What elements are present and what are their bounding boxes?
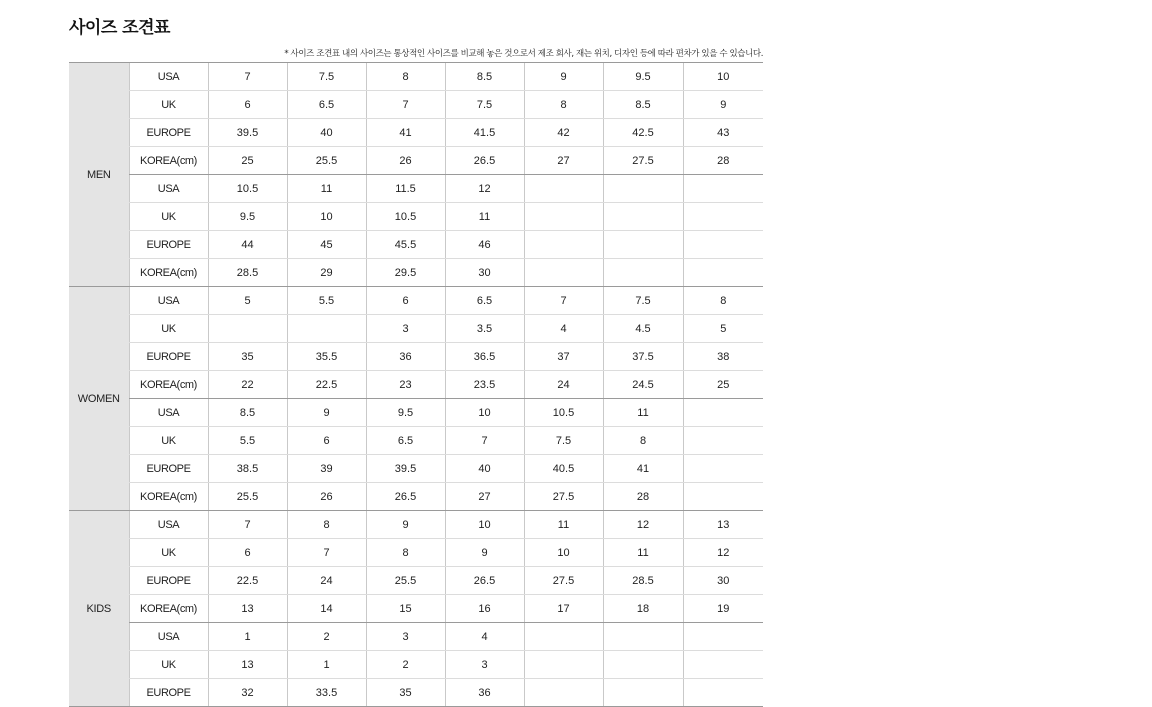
table-row	[69, 651, 763, 679]
size-value-cell: 41.5	[445, 119, 524, 147]
size-value-cell: 26.5	[445, 147, 524, 175]
size-value-cell: 40.5	[524, 455, 603, 483]
size-value-cell: 6	[287, 427, 366, 455]
size-value-cell: 4.5	[603, 315, 683, 343]
size-value-cell: 2	[366, 651, 445, 679]
size-value-cell	[603, 175, 683, 203]
size-value-cell	[524, 623, 603, 651]
size-system-label: USA	[129, 399, 208, 427]
size-value-cell: 27	[524, 147, 603, 175]
size-value-cell: 6	[208, 91, 287, 119]
size-value-cell: 11	[603, 399, 683, 427]
table-row	[69, 343, 763, 371]
size-value-cell: 28.5	[208, 259, 287, 287]
size-value-cell: 23.5	[445, 371, 524, 399]
size-value-cell	[683, 651, 763, 679]
size-value-cell: 7.5	[524, 427, 603, 455]
size-value-cell: 29	[287, 259, 366, 287]
size-value-cell: 1	[208, 623, 287, 651]
size-system-label: USA	[129, 511, 208, 539]
table-row	[69, 119, 763, 147]
size-value-cell: 44	[208, 231, 287, 259]
size-value-cell: 27	[445, 483, 524, 511]
size-system-label: UK	[129, 91, 208, 119]
table-row	[69, 371, 763, 399]
size-system-label: USA	[129, 287, 208, 315]
size-value-cell: 5.5	[208, 427, 287, 455]
size-value-cell: 2	[287, 623, 366, 651]
table-row	[69, 315, 763, 343]
size-value-cell: 27.5	[524, 567, 603, 595]
size-value-cell: 5.5	[287, 287, 366, 315]
size-value-cell: 38.5	[208, 455, 287, 483]
size-value-cell: 39	[287, 455, 366, 483]
size-value-cell: 28.5	[603, 567, 683, 595]
size-value-cell: 12	[683, 539, 763, 567]
size-value-cell: 42.5	[603, 119, 683, 147]
table-row	[69, 287, 763, 315]
size-value-cell: 9	[683, 91, 763, 119]
size-value-cell	[683, 455, 763, 483]
size-value-cell: 35	[208, 343, 287, 371]
size-value-cell	[287, 315, 366, 343]
size-value-cell	[524, 259, 603, 287]
size-value-cell: 18	[603, 595, 683, 623]
group-label: MEN	[69, 63, 129, 287]
size-value-cell: 8.5	[445, 63, 524, 91]
table-row	[69, 175, 763, 203]
size-value-cell: 10	[524, 539, 603, 567]
size-value-cell: 25.5	[287, 147, 366, 175]
size-value-cell: 8	[366, 539, 445, 567]
size-value-cell: 6.5	[287, 91, 366, 119]
size-value-cell: 9	[524, 63, 603, 91]
size-value-cell	[603, 231, 683, 259]
size-value-cell	[208, 315, 287, 343]
size-value-cell: 15	[366, 595, 445, 623]
size-system-label: EUROPE	[129, 343, 208, 371]
size-value-cell: 26.5	[366, 483, 445, 511]
size-value-cell: 36.5	[445, 343, 524, 371]
size-value-cell: 7.5	[287, 63, 366, 91]
size-value-cell: 33.5	[287, 679, 366, 707]
size-value-cell: 3	[366, 315, 445, 343]
size-value-cell: 46	[445, 231, 524, 259]
size-value-cell: 8	[287, 511, 366, 539]
table-row	[69, 147, 763, 175]
size-value-cell: 28	[683, 147, 763, 175]
group-label: WOMEN	[69, 287, 129, 511]
size-system-label: EUROPE	[129, 567, 208, 595]
size-value-cell: 11	[524, 511, 603, 539]
size-value-cell: 3	[366, 623, 445, 651]
size-value-cell: 3.5	[445, 315, 524, 343]
size-value-cell: 12	[603, 511, 683, 539]
table-row	[69, 595, 763, 623]
size-value-cell: 27.5	[524, 483, 603, 511]
size-value-cell: 9	[445, 539, 524, 567]
size-value-cell	[683, 399, 763, 427]
table-row	[69, 399, 763, 427]
table-row	[69, 511, 763, 539]
size-value-cell: 10	[287, 203, 366, 231]
size-value-cell: 41	[603, 455, 683, 483]
size-value-cell: 25	[208, 147, 287, 175]
size-value-cell: 8.5	[208, 399, 287, 427]
size-value-cell: 8	[366, 63, 445, 91]
size-system-label: KOREA(cm)	[129, 259, 208, 287]
size-value-cell: 36	[445, 679, 524, 707]
size-value-cell: 9.5	[366, 399, 445, 427]
size-value-cell: 11.5	[366, 175, 445, 203]
size-system-label: UK	[129, 539, 208, 567]
size-value-cell: 10.5	[524, 399, 603, 427]
table-row	[69, 203, 763, 231]
table-row	[69, 231, 763, 259]
size-value-cell: 1	[287, 651, 366, 679]
size-value-cell: 3	[445, 651, 524, 679]
size-value-cell: 4	[524, 315, 603, 343]
size-value-cell	[683, 427, 763, 455]
table-row	[69, 623, 763, 651]
size-value-cell	[524, 651, 603, 679]
size-value-cell: 7	[366, 91, 445, 119]
size-value-cell	[524, 679, 603, 707]
size-value-cell: 22.5	[208, 567, 287, 595]
size-value-cell: 45	[287, 231, 366, 259]
size-value-cell: 27.5	[603, 147, 683, 175]
size-value-cell: 39.5	[208, 119, 287, 147]
size-value-cell	[683, 175, 763, 203]
size-chart-note: * 사이즈 조견표 내의 사이즈는 통상적인 사이즈를 비교해 놓은 것으로서 제조 회사, 재는 위치, 디자인 등에 따라 편차가 있을 수 있습니다.	[284, 49, 763, 59]
size-value-cell: 36	[366, 343, 445, 371]
size-value-cell: 41	[366, 119, 445, 147]
table-row	[69, 91, 763, 119]
size-value-cell: 8	[683, 287, 763, 315]
size-system-label: KOREA(cm)	[129, 371, 208, 399]
size-system-label: EUROPE	[129, 231, 208, 259]
size-value-cell: 24	[524, 371, 603, 399]
size-value-cell: 13	[683, 511, 763, 539]
size-value-cell: 13	[208, 595, 287, 623]
size-value-cell: 7	[208, 63, 287, 91]
size-value-cell: 42	[524, 119, 603, 147]
size-value-cell	[603, 259, 683, 287]
size-value-cell: 40	[445, 455, 524, 483]
size-value-cell: 4	[445, 623, 524, 651]
size-value-cell	[683, 203, 763, 231]
size-system-label: USA	[129, 63, 208, 91]
size-value-cell: 19	[683, 595, 763, 623]
size-value-cell: 35	[366, 679, 445, 707]
size-value-cell: 10.5	[208, 175, 287, 203]
size-chart-body	[69, 63, 763, 707]
size-value-cell: 17	[524, 595, 603, 623]
size-value-cell: 35.5	[287, 343, 366, 371]
size-value-cell	[524, 231, 603, 259]
size-value-cell: 5	[683, 315, 763, 343]
size-value-cell: 5	[208, 287, 287, 315]
size-chart-table	[69, 62, 763, 707]
size-value-cell	[603, 679, 683, 707]
size-value-cell: 24.5	[603, 371, 683, 399]
size-value-cell: 11	[287, 175, 366, 203]
size-value-cell	[524, 175, 603, 203]
size-value-cell: 40	[287, 119, 366, 147]
size-value-cell: 38	[683, 343, 763, 371]
size-value-cell: 7.5	[603, 287, 683, 315]
table-row	[69, 455, 763, 483]
size-system-label: KOREA(cm)	[129, 595, 208, 623]
size-system-label: KOREA(cm)	[129, 483, 208, 511]
size-value-cell: 26	[366, 147, 445, 175]
table-row	[69, 539, 763, 567]
size-value-cell: 8	[524, 91, 603, 119]
size-value-cell: 30	[683, 567, 763, 595]
size-value-cell: 39.5	[366, 455, 445, 483]
size-value-cell: 6.5	[366, 427, 445, 455]
size-value-cell: 25.5	[366, 567, 445, 595]
size-value-cell: 24	[287, 567, 366, 595]
size-value-cell: 10	[683, 63, 763, 91]
size-value-cell: 7	[524, 287, 603, 315]
size-value-cell: 7	[445, 427, 524, 455]
size-value-cell: 9	[366, 511, 445, 539]
size-value-cell: 45.5	[366, 231, 445, 259]
size-value-cell: 28	[603, 483, 683, 511]
table-row	[69, 483, 763, 511]
size-value-cell: 10	[445, 399, 524, 427]
size-system-label: UK	[129, 203, 208, 231]
size-value-cell: 29.5	[366, 259, 445, 287]
size-value-cell: 11	[603, 539, 683, 567]
size-value-cell: 37	[524, 343, 603, 371]
size-value-cell	[524, 203, 603, 231]
size-value-cell: 11	[445, 203, 524, 231]
size-value-cell	[683, 679, 763, 707]
size-value-cell: 23	[366, 371, 445, 399]
size-system-label: USA	[129, 175, 208, 203]
size-value-cell: 7.5	[445, 91, 524, 119]
table-row	[69, 259, 763, 287]
size-value-cell: 26	[287, 483, 366, 511]
size-value-cell: 13	[208, 651, 287, 679]
page-title: 사이즈 조견표	[69, 18, 170, 38]
size-system-label: EUROPE	[129, 119, 208, 147]
size-system-label: UK	[129, 651, 208, 679]
size-value-cell: 16	[445, 595, 524, 623]
size-value-cell: 6.5	[445, 287, 524, 315]
size-system-label: UK	[129, 427, 208, 455]
table-row	[69, 679, 763, 707]
size-value-cell	[683, 483, 763, 511]
size-system-label: EUROPE	[129, 679, 208, 707]
size-value-cell: 8	[603, 427, 683, 455]
size-value-cell: 6	[366, 287, 445, 315]
size-value-cell: 30	[445, 259, 524, 287]
size-value-cell: 7	[287, 539, 366, 567]
size-value-cell: 14	[287, 595, 366, 623]
size-value-cell: 22.5	[287, 371, 366, 399]
size-value-cell	[603, 203, 683, 231]
table-row	[69, 427, 763, 455]
size-value-cell: 37.5	[603, 343, 683, 371]
size-system-label: UK	[129, 315, 208, 343]
size-value-cell	[603, 651, 683, 679]
size-value-cell	[683, 231, 763, 259]
size-value-cell: 22	[208, 371, 287, 399]
size-system-label: USA	[129, 623, 208, 651]
group-label: KIDS	[69, 511, 129, 707]
size-value-cell: 26.5	[445, 567, 524, 595]
size-value-cell: 6	[208, 539, 287, 567]
table-row	[69, 63, 763, 91]
size-value-cell: 43	[683, 119, 763, 147]
size-value-cell: 9.5	[603, 63, 683, 91]
size-value-cell: 10.5	[366, 203, 445, 231]
size-value-cell: 9	[287, 399, 366, 427]
table-row	[69, 567, 763, 595]
size-value-cell: 25	[683, 371, 763, 399]
size-value-cell: 12	[445, 175, 524, 203]
size-value-cell: 10	[445, 511, 524, 539]
size-value-cell: 25.5	[208, 483, 287, 511]
size-value-cell: 8.5	[603, 91, 683, 119]
size-system-label: EUROPE	[129, 455, 208, 483]
size-value-cell	[603, 623, 683, 651]
size-system-label: KOREA(cm)	[129, 147, 208, 175]
size-value-cell	[683, 623, 763, 651]
size-value-cell: 9.5	[208, 203, 287, 231]
size-value-cell: 32	[208, 679, 287, 707]
size-value-cell: 7	[208, 511, 287, 539]
size-value-cell	[683, 259, 763, 287]
